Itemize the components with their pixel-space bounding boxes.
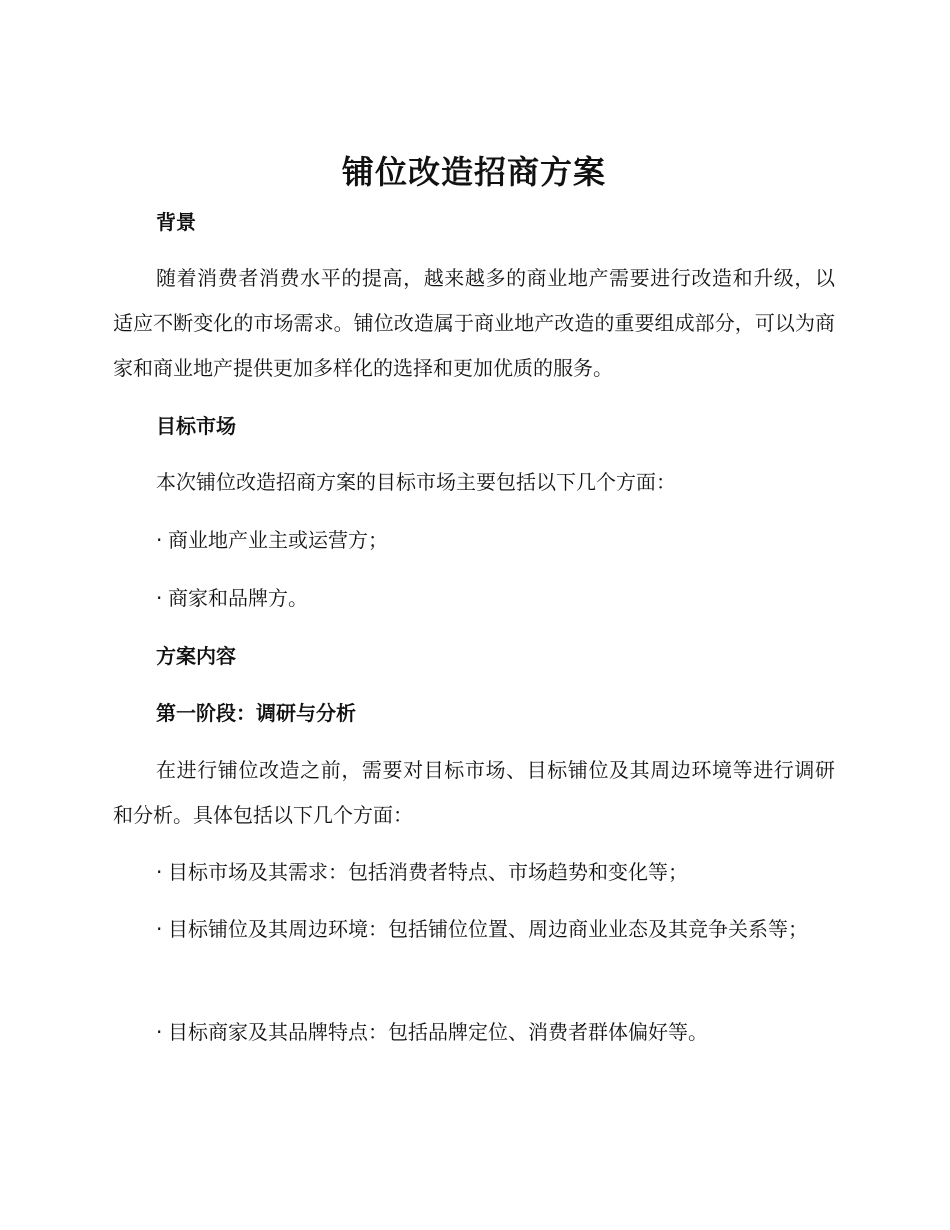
list-item xyxy=(113,576,835,621)
section-heading-plan: 方案内容 xyxy=(156,644,236,668)
list-item-text: 目标市场及其需求：包括消费者特点、市场趋势和变化等； xyxy=(168,860,688,884)
subsection-heading-phase1: 第一阶段：调研与分析 xyxy=(156,701,356,725)
list-item-text: 商业地产业主或运营方； xyxy=(168,528,388,552)
list-item-text: 目标商家及其品牌特点：包括品牌定位、消费者群体偏好等。 xyxy=(168,1020,708,1044)
list-item xyxy=(113,518,835,563)
paragraph-target-market-intro: 本次铺位改造招商方案的目标市场主要包括以下几个方面： xyxy=(156,470,676,494)
paragraph-background: 随着消费者消费水平的提高，越来越多的商业地产需要进行改造和升级，以适应不断变化的市场需求。铺位改造属于商业地产改造的重要组成部分，可以为商家和商业地产提供更加多样化的选择和更加优质的服务。 xyxy=(113,266,835,380)
bullet-dot: · xyxy=(156,586,163,610)
list-item xyxy=(113,1010,835,1055)
bullet-dot: · xyxy=(156,917,163,941)
bullet-dot: · xyxy=(156,860,163,884)
bullet-dot: · xyxy=(156,1020,163,1044)
list-item xyxy=(113,850,835,895)
section-heading-target-market: 目标市场 xyxy=(156,414,236,438)
section-heading-background: 背景 xyxy=(156,210,196,234)
paragraph-phase1-intro: 在进行铺位改造之前，需要对目标市场、目标铺位及其周边环境等进行调研和分析。具体包括以下几个方面： xyxy=(113,758,835,827)
list-item xyxy=(113,907,835,952)
list-item-text: 目标铺位及其周边环境：包括铺位位置、周边商业业态及其竞争关系等； xyxy=(168,917,808,941)
document-title: 铺位改造招商方案 xyxy=(341,153,606,191)
list-item-text: 商家和品牌方。 xyxy=(168,586,308,610)
bullet-dot: · xyxy=(156,528,163,552)
